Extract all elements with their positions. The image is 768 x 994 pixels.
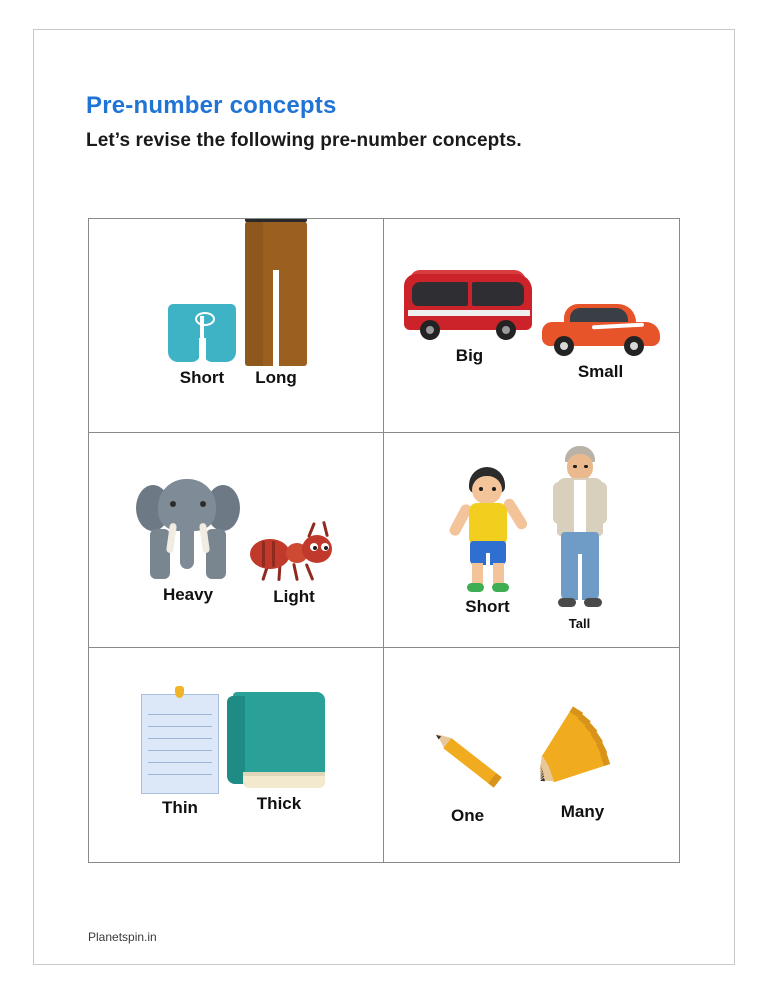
man-icon xyxy=(541,446,619,614)
concept-item-short-person xyxy=(445,467,531,617)
concept-cell-short-long xyxy=(89,219,384,433)
concept-item-tall-person xyxy=(541,446,619,631)
concept-item-thin xyxy=(141,686,219,818)
concept-item-big xyxy=(404,266,536,366)
boy-icon xyxy=(445,467,531,595)
concept-label: Big xyxy=(455,346,484,366)
trousers-icon xyxy=(245,219,307,366)
book-icon xyxy=(227,692,331,792)
concept-item-heavy xyxy=(132,479,244,605)
concepts-grid xyxy=(88,218,680,863)
bus-icon xyxy=(404,266,536,344)
concept-cell-thin-thick xyxy=(89,648,384,862)
page-title: Pre-number concepts xyxy=(86,92,337,119)
concept-item-one xyxy=(420,724,516,826)
concept-label: Many xyxy=(560,801,605,821)
footer-credit: Planetspin.in xyxy=(88,930,157,944)
concept-label: Tall xyxy=(568,615,591,631)
concept-label: Short xyxy=(465,596,510,616)
concept-item-long xyxy=(245,219,307,388)
concept-item-many xyxy=(522,704,644,822)
concept-item-small xyxy=(542,300,660,382)
concept-label: Heavy xyxy=(162,584,214,604)
concept-label: Thick xyxy=(256,793,302,813)
car-icon xyxy=(542,300,660,360)
concept-label: Thin xyxy=(162,797,198,817)
shorts-icon xyxy=(165,304,239,366)
concept-label: Light xyxy=(273,586,315,606)
paper-sheet-icon xyxy=(141,686,219,796)
concept-cell-short-tall xyxy=(384,433,679,647)
concept-item-thick xyxy=(227,692,331,814)
concept-label: Short xyxy=(179,368,225,388)
concept-label: Small xyxy=(577,362,624,382)
elephant-icon xyxy=(132,479,244,583)
concept-cell-big-small xyxy=(384,219,679,433)
concept-item-short xyxy=(165,304,239,388)
pencil-icon xyxy=(420,724,516,804)
page-subtitle: Let’s revise the following pre-number concepts. xyxy=(86,130,522,151)
concept-label: Long xyxy=(255,368,297,388)
concept-cell-heavy-light xyxy=(89,433,384,647)
concept-item-light xyxy=(248,523,340,607)
concept-label: One xyxy=(450,805,485,825)
ant-icon xyxy=(248,523,340,585)
many-pencils-icon xyxy=(522,704,644,800)
concept-cell-one-many xyxy=(384,648,679,862)
